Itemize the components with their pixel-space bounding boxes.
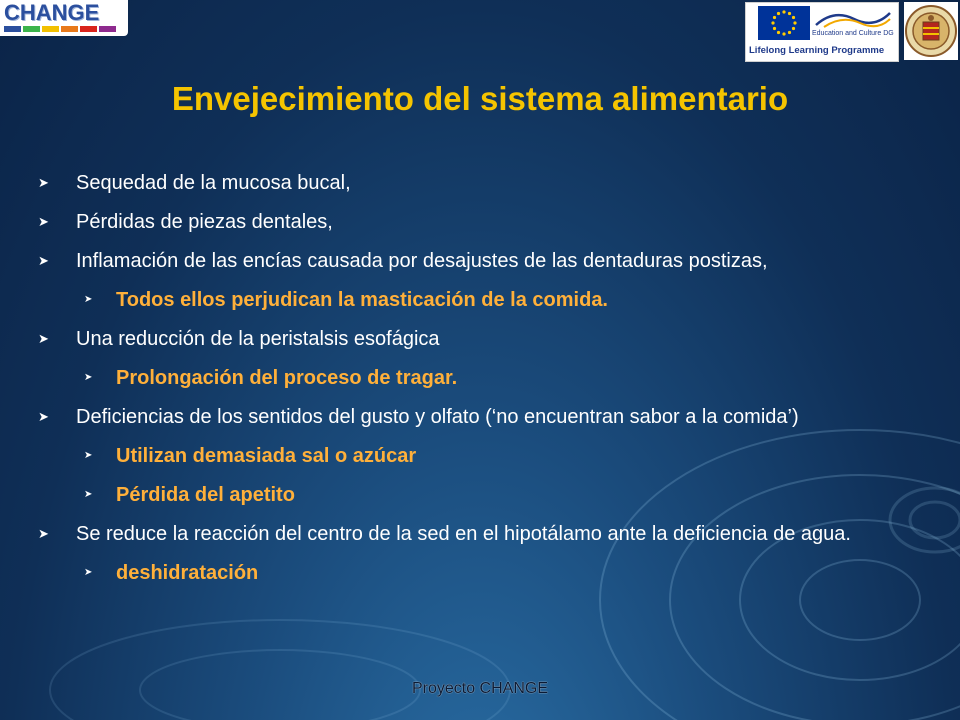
university-seal-icon: [904, 2, 958, 60]
sub-bullet-text: Todos ellos perjudican la masticación de la comida.: [116, 289, 608, 311]
bullet-text: Se reduce la reacción del centro de la sed en el hipotálamo ante la deficiencia de agua.: [76, 523, 851, 545]
list-item: [36, 480, 924, 510]
arrow-bullet-icon: ➤: [38, 253, 49, 268]
arrow-bullet-icon: ➤: [84, 372, 93, 383]
list-item: [36, 246, 924, 276]
arrow-bullet-icon: ➤: [38, 526, 49, 541]
list-item: [36, 441, 924, 471]
bullet-text: Pérdidas de piezas dentales,: [76, 211, 333, 233]
change-logo-text: CHANGE: [4, 0, 100, 25]
arrow-bullet-icon: ➤: [38, 331, 49, 346]
sub-bullet-text: deshidratación: [116, 562, 259, 584]
list-item: [36, 402, 924, 432]
list-item: [36, 519, 924, 549]
arrow-bullet-icon: ➤: [38, 214, 49, 229]
sub-bullet-text: Utilizan demasiada sal o azúcar: [116, 445, 417, 467]
list-item: [36, 207, 924, 237]
list-item: [36, 558, 924, 588]
bullet-text: Una reducción de la peristalsis esofágica: [76, 328, 440, 350]
bullet-text: Deficiencias de los sentidos del gusto y olfato (‘no encuentran sabor a la comida’): [76, 406, 799, 428]
arrow-bullet-icon: ➤: [38, 409, 49, 424]
footer-text: Proyecto CHANGE: [411, 680, 549, 697]
eu-flag-icon: [758, 6, 810, 40]
arrow-bullet-icon: ➤: [84, 489, 93, 500]
arrow-bullet-icon: ➤: [84, 294, 93, 305]
sub-bullet-text: Prolongación del proceso de tragar.: [116, 367, 458, 389]
arrow-bullet-icon: ➤: [84, 567, 93, 578]
slide-title: Envejecimiento del sistema alimentario: [171, 80, 789, 117]
arrow-bullet-icon: ➤: [38, 175, 49, 190]
list-item: [36, 363, 924, 393]
arrow-bullet-icon: ➤: [84, 450, 93, 461]
university-seal-logo: [904, 2, 958, 60]
bullet-text: Inflamación de las encías causada por desajustes de las dentaduras postizas,: [76, 250, 768, 272]
list-item: [36, 168, 924, 198]
list-item: [36, 324, 924, 354]
lifelong-learning-text: Lifelong Learning Programme: [749, 45, 885, 56]
bullet-list: [36, 168, 924, 597]
education-culture-text: Education and Culture DG: [812, 30, 894, 37]
slide-footer: [0, 680, 960, 698]
education-culture-mark-icon: [814, 7, 892, 29]
eu-lifelong-learning-logo: [745, 2, 899, 62]
list-item: [36, 285, 924, 315]
change-logo: [0, 0, 128, 36]
bullet-text: Sequedad de la mucosa bucal,: [76, 172, 351, 194]
sub-bullet-text: Pérdida del apetito: [116, 484, 295, 506]
change-logo-color-bar: [4, 26, 116, 32]
